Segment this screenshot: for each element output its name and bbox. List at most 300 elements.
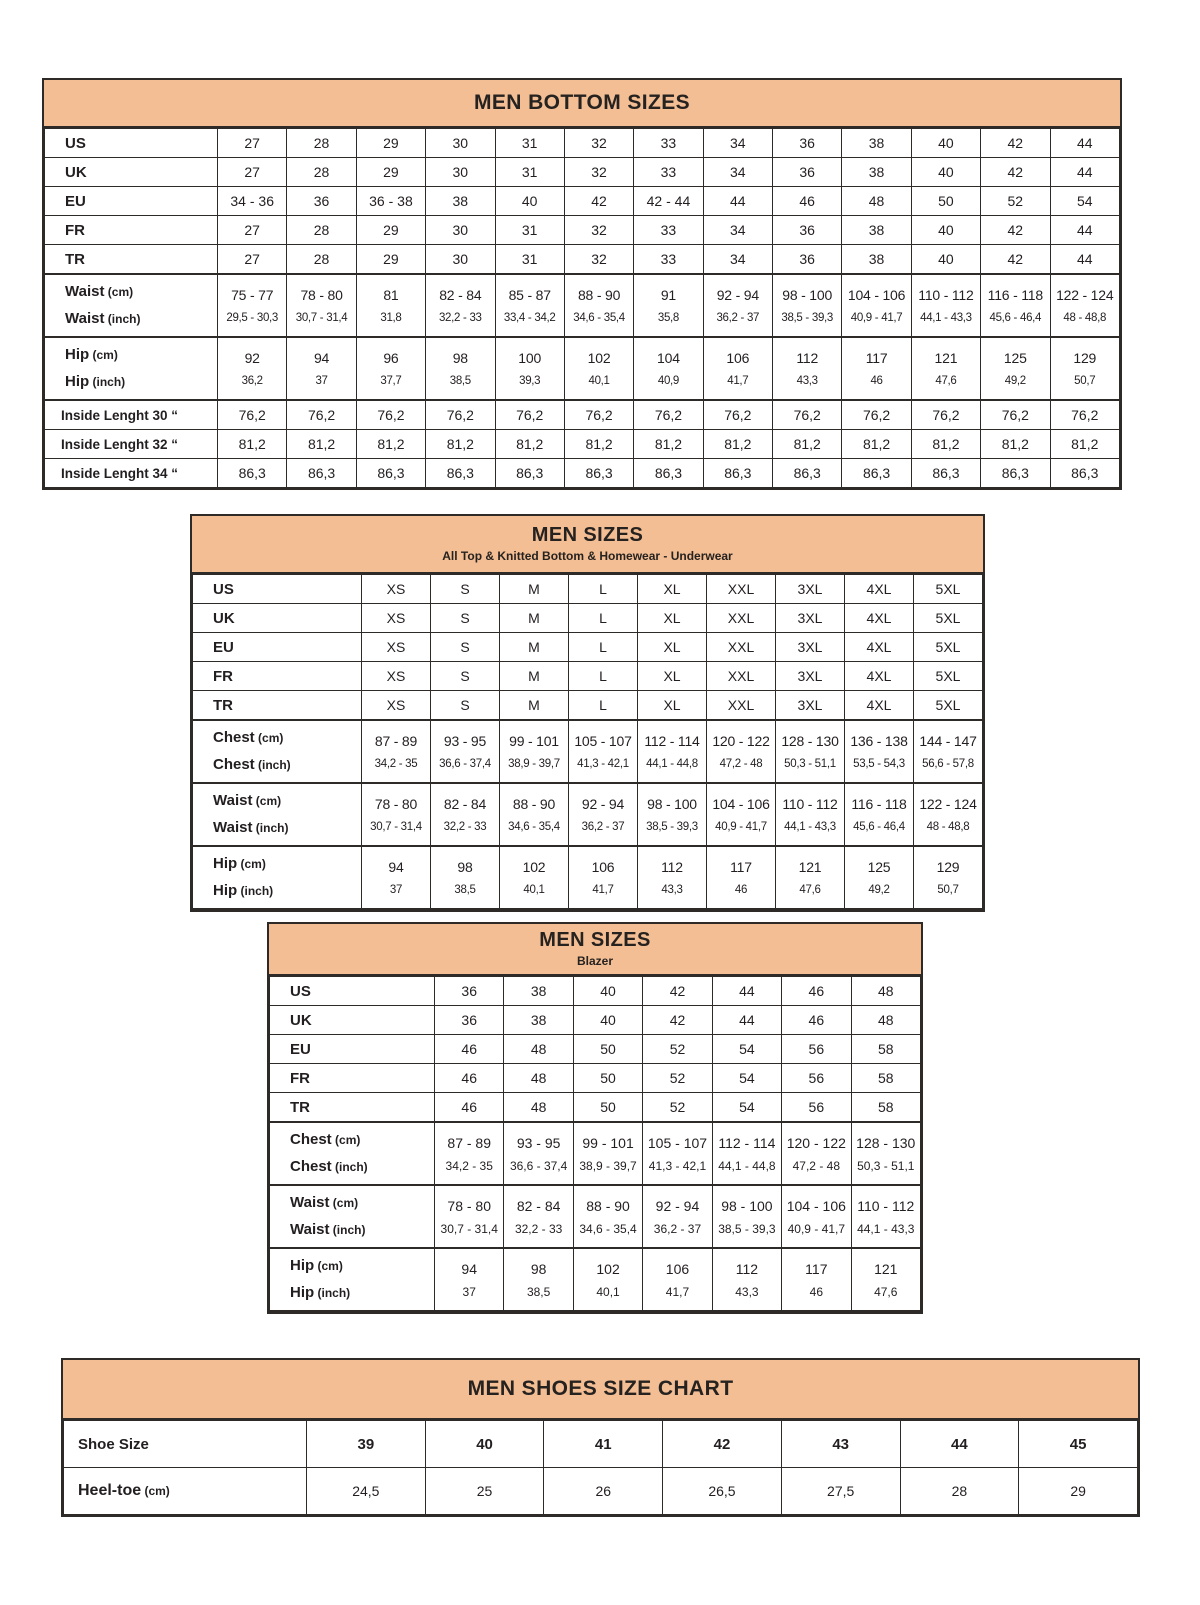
size-cell: 81,2 xyxy=(911,430,980,459)
row-label: Waist (cm) Waist (inch) xyxy=(193,783,362,846)
size-cell: 125 49,2 xyxy=(981,337,1050,400)
row-label: US xyxy=(193,575,362,604)
size-grid xyxy=(269,976,921,1312)
size-cell: 52 xyxy=(643,1035,712,1064)
size-cell: 88 - 90 34,6 - 35,4 xyxy=(573,1185,642,1248)
size-cell: 44 xyxy=(703,187,772,216)
size-cell: 88 - 90 34,6 - 35,4 xyxy=(500,783,569,846)
size-cell: 44 xyxy=(1050,129,1120,158)
row-label: US xyxy=(270,977,435,1006)
size-cell: 32 xyxy=(564,158,633,187)
size-cell: 94 37 xyxy=(362,846,431,909)
size-cell: 78 - 80 30,7 - 31,4 xyxy=(362,783,431,846)
size-cell: 28 xyxy=(287,245,356,275)
size-cell: 88 - 90 34,6 - 35,4 xyxy=(564,274,633,337)
size-cell: 110 - 112 44,1 - 43,3 xyxy=(851,1185,920,1248)
size-cell: 112 43,3 xyxy=(712,1248,781,1311)
size-cell: 86,3 xyxy=(911,459,980,488)
size-cell: 92 - 94 36,2 - 37 xyxy=(569,783,638,846)
row-label: Inside Lenght 32 “ xyxy=(45,430,218,459)
size-cell: 27,5 xyxy=(781,1468,900,1515)
size-cell: 112 - 114 44,1 - 44,8 xyxy=(638,720,707,783)
size-cell: 52 xyxy=(643,1064,712,1093)
table-title: MEN BOTTOM SIZES xyxy=(473,90,691,114)
size-cell: S xyxy=(431,633,500,662)
size-cell: 86,3 xyxy=(773,459,842,488)
size-cell: 4XL xyxy=(845,691,914,721)
size-cell: 34 xyxy=(703,158,772,187)
size-cell: 102 40,1 xyxy=(564,337,633,400)
size-cell: 4XL xyxy=(845,604,914,633)
size-cell: 27 xyxy=(218,158,287,187)
size-cell: 85 - 87 33,4 - 34,2 xyxy=(495,274,564,337)
size-cell: 42 xyxy=(981,216,1050,245)
size-cell: 38 xyxy=(842,129,911,158)
size-cell: 42 xyxy=(643,977,712,1006)
size-cell: 39 xyxy=(307,1421,426,1468)
size-cell: 34 xyxy=(703,129,772,158)
size-cell: 87 - 89 34,2 - 35 xyxy=(435,1122,504,1185)
size-cell: 128 - 130 50,3 - 51,1 xyxy=(851,1122,920,1185)
size-cell: 29 xyxy=(356,216,425,245)
table-row xyxy=(45,459,1120,488)
size-cell: XL xyxy=(638,604,707,633)
size-cell: 81,2 xyxy=(287,430,356,459)
size-cell: 31 xyxy=(495,216,564,245)
size-cell: 86,3 xyxy=(703,459,772,488)
size-cell: 54 xyxy=(712,1035,781,1064)
size-cell: 34 xyxy=(703,216,772,245)
size-cell: L xyxy=(569,575,638,604)
size-cell: 48 xyxy=(504,1035,573,1064)
size-cell: 25 xyxy=(425,1468,544,1515)
size-cell: 86,3 xyxy=(564,459,633,488)
table-row xyxy=(45,400,1120,430)
size-cell: 32 xyxy=(564,216,633,245)
size-cell: 81,2 xyxy=(426,430,495,459)
size-cell: 4XL xyxy=(845,662,914,691)
table-row xyxy=(193,575,983,604)
size-cell: 4XL xyxy=(845,575,914,604)
size-cell: 40 xyxy=(425,1421,544,1468)
size-cell: 76,2 xyxy=(426,400,495,430)
size-cell: 106 41,7 xyxy=(703,337,772,400)
row-label: Waist (cm) Waist (inch) xyxy=(270,1185,435,1248)
size-cell: 28 xyxy=(287,129,356,158)
row-label: TR xyxy=(193,691,362,721)
size-cell: 92 36,2 xyxy=(218,337,287,400)
size-cell: 45 xyxy=(1019,1421,1138,1468)
row-label: Shoe Size xyxy=(64,1421,307,1468)
row-label: Hip (cm) Hip (inch) xyxy=(45,337,218,400)
size-cell: 36 xyxy=(773,158,842,187)
table-row xyxy=(193,720,983,783)
size-cell: 34 - 36 xyxy=(218,187,287,216)
table-row xyxy=(193,662,983,691)
size-cell: 46 xyxy=(435,1064,504,1093)
size-cell: 36 xyxy=(773,216,842,245)
size-cell: 44 xyxy=(712,977,781,1006)
table-row xyxy=(270,1185,921,1248)
size-cell: 54 xyxy=(712,1064,781,1093)
size-cell: L xyxy=(569,604,638,633)
size-cell: 96 37,7 xyxy=(356,337,425,400)
size-cell: 86,3 xyxy=(495,459,564,488)
size-cell: 44 xyxy=(1050,158,1120,187)
row-label: Hip (cm) Hip (inch) xyxy=(193,846,362,909)
size-cell: 93 - 95 36,6 - 37,4 xyxy=(431,720,500,783)
row-label: EU xyxy=(45,187,218,216)
size-cell: 104 - 106 40,9 - 41,7 xyxy=(707,783,776,846)
size-cell: 27 xyxy=(218,245,287,275)
size-cell: 81,2 xyxy=(773,430,842,459)
size-cell: 99 - 101 38,9 - 39,7 xyxy=(573,1122,642,1185)
size-cell: 41 xyxy=(544,1421,663,1468)
size-cell: 121 47,6 xyxy=(851,1248,920,1311)
size-cell: 29 xyxy=(356,129,425,158)
size-cell: 46 xyxy=(782,977,851,1006)
size-cell: S xyxy=(431,691,500,721)
size-cell: 82 - 84 32,2 - 33 xyxy=(504,1185,573,1248)
size-cell: XL xyxy=(638,633,707,662)
size-cell: 120 - 122 47,2 - 48 xyxy=(782,1122,851,1185)
size-cell: 104 - 106 40,9 - 41,7 xyxy=(782,1185,851,1248)
size-cell: 86,3 xyxy=(842,459,911,488)
table-title-band xyxy=(269,924,921,976)
size-cell: 122 - 124 48 - 48,8 xyxy=(914,783,983,846)
size-cell: 42 xyxy=(981,129,1050,158)
size-cell: 44 xyxy=(1050,216,1120,245)
size-cell: 76,2 xyxy=(842,400,911,430)
size-cell: 5XL xyxy=(914,604,983,633)
size-cell: 58 xyxy=(851,1064,920,1093)
size-cell: 106 41,7 xyxy=(569,846,638,909)
table-row xyxy=(193,691,983,721)
row-label: Hip (cm) Hip (inch) xyxy=(270,1248,435,1311)
table-row xyxy=(64,1421,1138,1468)
table-subtitle: Blazer xyxy=(576,954,614,968)
table-row xyxy=(45,129,1120,158)
size-cell: 42 xyxy=(643,1006,712,1035)
men-shoes-size-chart-table xyxy=(61,1358,1140,1517)
size-cell: 5XL xyxy=(914,662,983,691)
size-cell: 31 xyxy=(495,158,564,187)
size-cell: 50 xyxy=(573,1035,642,1064)
size-cell: 33 xyxy=(634,245,703,275)
size-cell: 52 xyxy=(643,1093,712,1123)
size-cell: 56 xyxy=(782,1064,851,1093)
size-cell: 30 xyxy=(426,216,495,245)
size-cell: 44 xyxy=(900,1421,1019,1468)
table-row xyxy=(45,158,1120,187)
size-cell: 38 xyxy=(504,977,573,1006)
size-cell: 33 xyxy=(634,216,703,245)
men-bottom-sizes-table xyxy=(42,78,1122,490)
size-cell: 105 - 107 41,3 - 42,1 xyxy=(569,720,638,783)
size-cell: 54 xyxy=(1050,187,1120,216)
size-grid xyxy=(192,574,983,910)
size-cell: 54 xyxy=(712,1093,781,1123)
size-cell: XL xyxy=(638,662,707,691)
size-cell: 86,3 xyxy=(981,459,1050,488)
size-cell: 3XL xyxy=(776,575,845,604)
table-title-band xyxy=(192,516,983,574)
table-row xyxy=(270,1248,921,1311)
size-cell: 30 xyxy=(426,129,495,158)
table-row xyxy=(270,1122,921,1185)
size-cell: 50 xyxy=(573,1093,642,1123)
size-cell: 112 43,3 xyxy=(638,846,707,909)
size-cell: 106 41,7 xyxy=(643,1248,712,1311)
size-cell: 29 xyxy=(356,245,425,275)
size-cell: 38 xyxy=(426,187,495,216)
size-cell: 120 - 122 47,2 - 48 xyxy=(707,720,776,783)
size-cell: 78 - 80 30,7 - 31,4 xyxy=(435,1185,504,1248)
size-cell: 50 xyxy=(573,1064,642,1093)
size-cell: 76,2 xyxy=(1050,400,1120,430)
size-cell: L xyxy=(569,691,638,721)
row-label: Chest (cm) Chest (inch) xyxy=(193,720,362,783)
size-cell: 43 xyxy=(781,1421,900,1468)
size-cell: 38 xyxy=(842,245,911,275)
size-cell: 56 xyxy=(782,1035,851,1064)
row-label: EU xyxy=(193,633,362,662)
size-cell: 129 50,7 xyxy=(1050,337,1120,400)
table-row xyxy=(270,1093,921,1123)
size-cell: XS xyxy=(362,575,431,604)
size-cell: 48 xyxy=(851,977,920,1006)
table-row xyxy=(45,216,1120,245)
size-cell: 28 xyxy=(287,158,356,187)
row-label: UK xyxy=(193,604,362,633)
size-cell: XS xyxy=(362,691,431,721)
size-cell: 76,2 xyxy=(634,400,703,430)
size-cell: XS xyxy=(362,604,431,633)
row-label: Heel-toe (cm) xyxy=(64,1468,307,1515)
size-cell: 81,2 xyxy=(564,430,633,459)
table-row xyxy=(193,783,983,846)
size-cell: 36 xyxy=(435,977,504,1006)
size-cell: 86,3 xyxy=(356,459,425,488)
size-cell: 40 xyxy=(911,216,980,245)
table-row xyxy=(45,187,1120,216)
size-cell: 52 xyxy=(981,187,1050,216)
row-label: US xyxy=(45,129,218,158)
size-cell: 128 - 130 50,3 - 51,1 xyxy=(776,720,845,783)
size-grid xyxy=(44,128,1120,488)
table-title-band xyxy=(63,1360,1138,1420)
size-cell: 48 xyxy=(842,187,911,216)
size-cell: 98 38,5 xyxy=(504,1248,573,1311)
size-cell: 121 47,6 xyxy=(776,846,845,909)
men-sizes-top-table xyxy=(190,514,985,912)
size-cell: 26 xyxy=(544,1468,663,1515)
table-row xyxy=(193,604,983,633)
size-cell: 112 43,3 xyxy=(773,337,842,400)
size-cell: XS xyxy=(362,633,431,662)
size-cell: 3XL xyxy=(776,691,845,721)
size-cell: 3XL xyxy=(776,633,845,662)
size-cell: 46 xyxy=(435,1035,504,1064)
row-label: Waist (cm) Waist (inch) xyxy=(45,274,218,337)
size-cell: 100 39,3 xyxy=(495,337,564,400)
size-cell: 3XL xyxy=(776,662,845,691)
size-cell: 98 - 100 38,5 - 39,3 xyxy=(638,783,707,846)
size-cell: 36 - 38 xyxy=(356,187,425,216)
size-cell: 129 50,7 xyxy=(914,846,983,909)
size-cell: M xyxy=(500,633,569,662)
size-cell: 42 xyxy=(564,187,633,216)
size-cell: 29 xyxy=(356,158,425,187)
size-cell: 44 xyxy=(1050,245,1120,275)
size-cell: 81,2 xyxy=(218,430,287,459)
size-cell: 81,2 xyxy=(1050,430,1120,459)
size-cell: 5XL xyxy=(914,575,983,604)
size-cell: 38 xyxy=(842,216,911,245)
size-cell: 40 xyxy=(911,129,980,158)
table-row xyxy=(45,274,1120,337)
table-row xyxy=(45,430,1120,459)
table-row xyxy=(270,1035,921,1064)
size-cell: 86,3 xyxy=(287,459,356,488)
size-cell: 33 xyxy=(634,129,703,158)
table-row xyxy=(193,846,983,909)
size-cell: 42 xyxy=(663,1421,782,1468)
size-cell: 29 xyxy=(1019,1468,1138,1515)
size-cell: 76,2 xyxy=(218,400,287,430)
size-cell: 86,3 xyxy=(218,459,287,488)
size-cell: 81,2 xyxy=(842,430,911,459)
size-cell: 24,5 xyxy=(307,1468,426,1515)
size-cell: 42 xyxy=(981,158,1050,187)
size-cell: 46 xyxy=(773,187,842,216)
size-cell: 121 47,6 xyxy=(911,337,980,400)
size-cell: 36 xyxy=(773,129,842,158)
size-cell: 91 35,8 xyxy=(634,274,703,337)
size-cell: 56 xyxy=(782,1093,851,1123)
size-cell: 27 xyxy=(218,216,287,245)
size-cell: 48 xyxy=(851,1006,920,1035)
size-cell: M xyxy=(500,575,569,604)
size-cell: 117 46 xyxy=(782,1248,851,1311)
size-cell: 110 - 112 44,1 - 43,3 xyxy=(776,783,845,846)
size-cell: 75 - 77 29,5 - 30,3 xyxy=(218,274,287,337)
row-label: UK xyxy=(45,158,218,187)
size-cell: 40 xyxy=(911,158,980,187)
size-cell: M xyxy=(500,662,569,691)
size-cell: M xyxy=(500,691,569,721)
size-cell: 31 xyxy=(495,245,564,275)
size-cell: 105 - 107 41,3 - 42,1 xyxy=(643,1122,712,1185)
size-cell: 28 xyxy=(287,216,356,245)
table-row xyxy=(64,1468,1138,1515)
size-cell: 99 - 101 38,9 - 39,7 xyxy=(500,720,569,783)
size-cell: 58 xyxy=(851,1093,920,1123)
size-cell: 81,2 xyxy=(634,430,703,459)
size-cell: 86,3 xyxy=(1050,459,1120,488)
size-cell: 40 xyxy=(573,1006,642,1035)
size-cell: 30 xyxy=(426,158,495,187)
size-cell: XS xyxy=(362,662,431,691)
size-cell: 117 46 xyxy=(707,846,776,909)
size-cell: 5XL xyxy=(914,633,983,662)
size-cell: S xyxy=(431,604,500,633)
size-cell: 34 xyxy=(703,245,772,275)
size-cell: 125 49,2 xyxy=(845,846,914,909)
table-row xyxy=(45,337,1120,400)
table-title: MEN SHOES SIZE CHART xyxy=(467,1376,734,1400)
size-cell: 36 xyxy=(773,245,842,275)
size-cell: 36 xyxy=(287,187,356,216)
size-cell: 82 - 84 32,2 - 33 xyxy=(426,274,495,337)
size-cell: 104 40,9 xyxy=(634,337,703,400)
size-cell: 116 - 118 45,6 - 46,4 xyxy=(981,274,1050,337)
size-cell: 33 xyxy=(634,158,703,187)
row-label: Chest (cm) Chest (inch) xyxy=(270,1122,435,1185)
size-cell: S xyxy=(431,662,500,691)
size-cell: XXL xyxy=(707,575,776,604)
size-cell: 58 xyxy=(851,1035,920,1064)
table-row xyxy=(270,1006,921,1035)
size-cell: 4XL xyxy=(845,633,914,662)
row-label: Inside Lenght 30 “ xyxy=(45,400,218,430)
row-label: TR xyxy=(270,1093,435,1123)
size-cell: 122 - 124 48 - 48,8 xyxy=(1050,274,1120,337)
size-cell: 31 xyxy=(495,129,564,158)
size-cell: 42 - 44 xyxy=(634,187,703,216)
size-cell: 98 38,5 xyxy=(431,846,500,909)
table-title: MEN SIZES xyxy=(539,929,651,951)
table-title: MEN SIZES xyxy=(531,524,644,546)
table-title-band xyxy=(44,80,1120,128)
size-cell: XL xyxy=(638,575,707,604)
row-label: FR xyxy=(45,216,218,245)
size-cell: M xyxy=(500,604,569,633)
size-cell: 27 xyxy=(218,129,287,158)
size-cell: XXL xyxy=(707,691,776,721)
size-cell: 3XL xyxy=(776,604,845,633)
size-cell: 102 40,1 xyxy=(573,1248,642,1311)
size-cell: 32 xyxy=(564,245,633,275)
size-cell: 117 46 xyxy=(842,337,911,400)
size-cell: 82 - 84 32,2 - 33 xyxy=(431,783,500,846)
size-cell: 36 xyxy=(435,1006,504,1035)
table-subtitle: All Top & Knitted Bottom & Homewear - Underwear xyxy=(442,549,733,563)
size-cell: 76,2 xyxy=(981,400,1050,430)
size-cell: 38 xyxy=(842,158,911,187)
size-cell: L xyxy=(569,662,638,691)
size-cell: 76,2 xyxy=(911,400,980,430)
size-cell: 92 - 94 36,2 - 37 xyxy=(703,274,772,337)
size-cell: 116 - 118 45,6 - 46,4 xyxy=(845,783,914,846)
size-cell: 46 xyxy=(782,1006,851,1035)
row-label: UK xyxy=(270,1006,435,1035)
size-cell: 93 - 95 36,6 - 37,4 xyxy=(504,1122,573,1185)
size-cell: 81 31,8 xyxy=(356,274,425,337)
size-cell: 76,2 xyxy=(287,400,356,430)
size-grid xyxy=(63,1420,1138,1515)
row-label: TR xyxy=(45,245,218,275)
size-cell: 81,2 xyxy=(703,430,772,459)
row-label: FR xyxy=(270,1064,435,1093)
size-cell: 38 xyxy=(504,1006,573,1035)
size-cell: 81,2 xyxy=(981,430,1050,459)
row-label: EU xyxy=(270,1035,435,1064)
size-cell: 81,2 xyxy=(356,430,425,459)
size-cell: 98 38,5 xyxy=(426,337,495,400)
size-cell: 104 - 106 40,9 - 41,7 xyxy=(842,274,911,337)
size-cell: S xyxy=(431,575,500,604)
